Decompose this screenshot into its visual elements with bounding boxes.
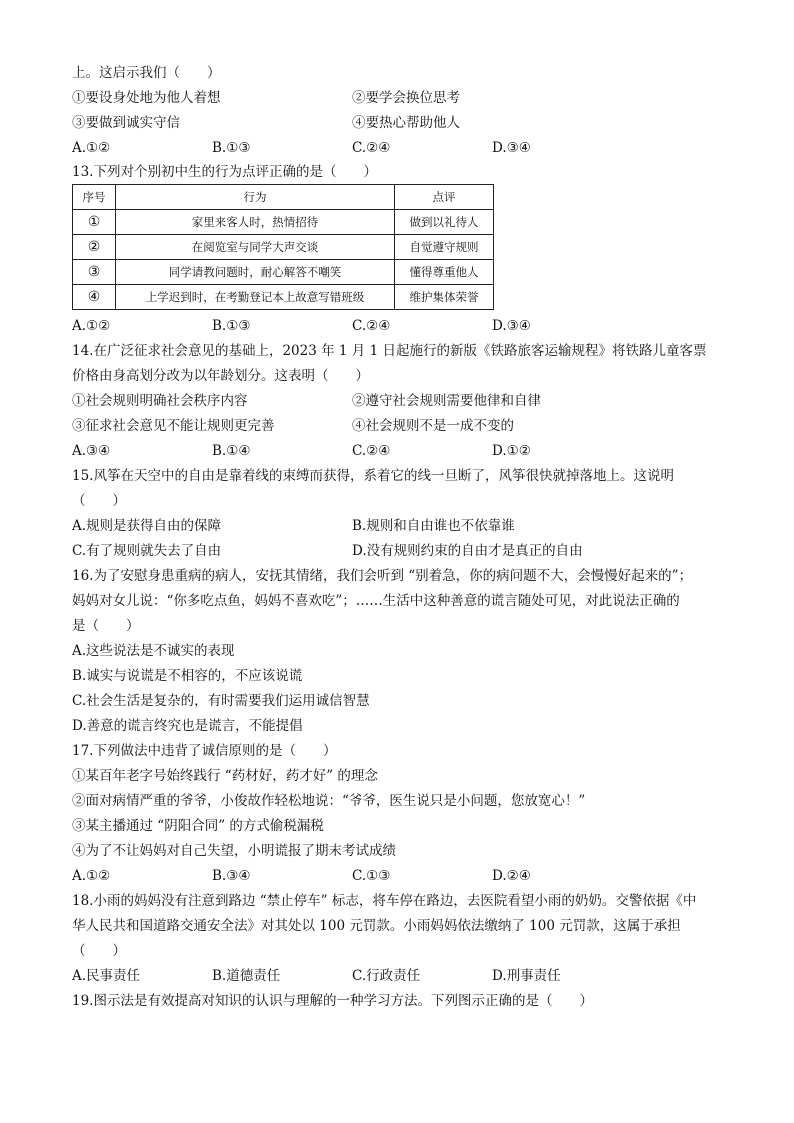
table-cell: 做到以礼待人: [395, 210, 494, 235]
q12-statements-1: [72, 89, 732, 107]
q14-statement-4: ④社会规则不是一成不变的: [352, 418, 514, 434]
table-cell: 懂得尊重他人: [395, 260, 494, 285]
q14-stem-line-2: 价格由身高划分改为以年龄划分。这表明（ ）: [72, 368, 369, 384]
q18-stem-line-2: 华人民共和国道路交通安全法》对其处以 100 元罚款。小雨妈妈依法缴纳了 100 元罚款，这属于承担: [72, 918, 681, 934]
q12-option-a[interactable]: A.①②: [72, 140, 111, 156]
q13-option-c[interactable]: C.②④: [352, 318, 391, 334]
q15-stem-line-2: （ ）: [72, 493, 126, 509]
q18-option-c[interactable]: C.行政责任: [352, 968, 421, 984]
q18-stem-line-1: 18.小雨的妈妈没有注意到路边 “禁止停车” 标志，将车停在路边，去医院看望小雨的奶奶。交警依据《中: [72, 893, 697, 909]
q17-statement-3: ③某主播通过 “阴阳合同” 的方式偷税漏税: [72, 818, 324, 834]
q14-option-d[interactable]: D.①②: [492, 443, 531, 459]
q12-option-b[interactable]: B.①③: [212, 140, 251, 156]
table-cell: ①: [73, 210, 116, 235]
q15-stem-line-1: 15.风筝在天空中的自由是靠着线的束缚而获得，系着它的线一旦断了，风筝很快就掉落地上。这说明: [72, 468, 674, 484]
q16-stem-line-1: 16.为了安慰身患重病的病人，安抚其情绪，我们会听到 “别着急，你的病问题不大，会慢慢好起来的”；: [72, 568, 693, 584]
q14-statements-2: [72, 417, 732, 435]
table-header-row: [73, 185, 494, 210]
q17-stem: 17.下列做法中违背了诚信原则的是（ ）: [72, 743, 337, 759]
table-header-cell: 行为: [116, 185, 395, 210]
q16-option-c[interactable]: C.社会生活是复杂的，有时需要我们运用诚信智慧: [72, 693, 370, 709]
q14-stem-line-1: 14.在广泛征求社会意见的基础上，2023 年 1 月 1 日起施行的新版《铁路旅客运输规程》将铁路儿童客票: [72, 343, 707, 359]
q14-statements-1: [72, 392, 732, 410]
table-cell: 在阅览室与同学大声交谈: [116, 235, 395, 260]
q14-statement-3: ③征求社会意见不能让规则更完善: [72, 418, 275, 434]
q16-option-b[interactable]: B.诚实与说谎是不相容的，不应该说谎: [72, 668, 303, 684]
table-header-cell: 点评: [395, 185, 494, 210]
q13-stem: 13.下列对个别初中生的行为点评正确的是（ ）: [72, 164, 377, 180]
q12-statements-2: [72, 114, 732, 132]
q15-option-a[interactable]: A.规则是获得自由的保障: [72, 518, 222, 534]
q19-stem: 19.图示法是有效提高对知识的认识与理解的一种学习方法。下列图示正确的是（ ）: [72, 993, 593, 1009]
table-cell: ②: [73, 235, 116, 260]
q16-stem-line-2: 妈妈对女儿说：“你多吃点鱼，妈妈不喜欢吃”；……生活中这种善意的谎言随处可见，对此说法正确的: [72, 593, 680, 609]
q18-options: [72, 967, 732, 985]
table-row: [73, 235, 494, 260]
q13-options: [72, 317, 732, 335]
q12-option-c[interactable]: C.②④: [352, 140, 391, 156]
q14-statement-1: ①社会规则明确社会秩序内容: [72, 393, 248, 409]
table-row: [73, 260, 494, 285]
q14-option-c[interactable]: C.②④: [352, 443, 391, 459]
q15-option-c[interactable]: C.有了规则就失去了自由: [72, 543, 222, 559]
table-cell: 自觉遵守规则: [395, 235, 494, 260]
table-cell: 家里来客人时，热情招待: [116, 210, 395, 235]
q12-statement-4: ④要热心帮助他人: [352, 115, 460, 131]
table-cell: ③: [73, 260, 116, 285]
table-cell: 同学请教问题时，耐心解答不嘲笑: [116, 260, 395, 285]
q15-options-1: [72, 517, 732, 535]
table-row: [73, 285, 494, 310]
q12-statement-3: ③要做到诚实守信: [72, 115, 180, 131]
table-cell: ④: [73, 285, 116, 310]
q17-option-c[interactable]: C.①③: [352, 868, 391, 884]
q16-stem-line-3: 是（ ）: [72, 618, 140, 634]
q14-option-a[interactable]: A.③④: [72, 443, 111, 459]
q15-option-d[interactable]: D.没有规则约束的自由才是真正的自由: [352, 543, 583, 559]
q12-statement-2: ②要学会换位思考: [352, 90, 460, 106]
table-row: [73, 210, 494, 235]
q18-stem-line-3: （ ）: [72, 943, 126, 959]
q17-statement-2: ②面对病情严重的爷爷，小俊故作轻松地说：“爷爷，医生说只是小问题，您放宽心！”: [72, 793, 586, 809]
q17-options: [72, 867, 732, 885]
q18-option-b[interactable]: B.道德责任: [212, 968, 281, 984]
q14-option-b[interactable]: B.①④: [212, 443, 251, 459]
q17-statement-1: ①某百年老字号始终践行 “药材好，药才好” 的理念: [72, 768, 378, 784]
table-cell: 上学迟到时，在考勤登记本上故意写错班级: [116, 285, 395, 310]
q13-option-b[interactable]: B.①③: [212, 318, 251, 334]
q13-option-a[interactable]: A.①②: [72, 318, 111, 334]
q12-stem: 上。这启示我们（ ）: [72, 65, 221, 81]
table-cell: 维护集体荣誉: [395, 285, 494, 310]
q12-option-d[interactable]: D.③④: [492, 140, 531, 156]
q13-table: [72, 184, 494, 310]
q15-option-b[interactable]: B.规则和自由谁也不依靠谁: [352, 518, 515, 534]
q15-options-2: [72, 542, 732, 560]
q16-option-d[interactable]: D.善意的谎言终究也是谎言，不能提倡: [72, 718, 303, 734]
q14-statement-2: ②遵守社会规则需要他律和自律: [352, 393, 541, 409]
q12-statement-1: ①要设身处地为他人着想: [72, 90, 221, 106]
q12-options: [72, 139, 732, 157]
q14-options: [72, 442, 732, 460]
q17-option-b[interactable]: B.③④: [212, 868, 251, 884]
q17-option-d[interactable]: D.②④: [492, 868, 531, 884]
q17-statement-4: ④为了不让妈妈对自己失望，小明谎报了期末考试成绩: [72, 843, 396, 859]
q17-option-a[interactable]: A.①②: [72, 868, 111, 884]
q18-option-a[interactable]: A.民事责任: [72, 968, 141, 984]
table-header-cell: 序号: [73, 185, 116, 210]
q16-option-a[interactable]: A.这些说法是不诚实的表现: [72, 643, 235, 659]
q18-option-d[interactable]: D.刑事责任: [492, 968, 561, 984]
q13-option-d[interactable]: D.③④: [492, 318, 531, 334]
